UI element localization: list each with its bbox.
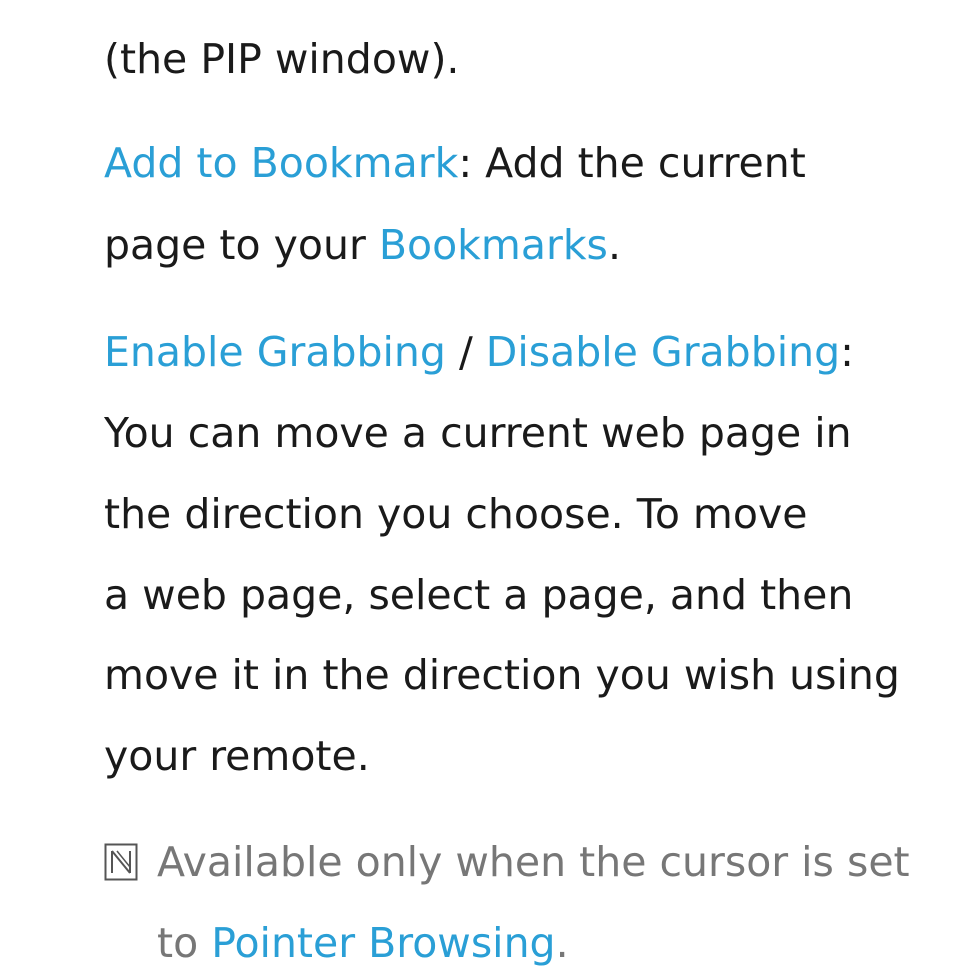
grabbing-colon: : — [840, 328, 854, 376]
note-line-1 — [157, 837, 910, 887]
grabbing-desc-text-3: a web page, select a page, and then — [104, 571, 854, 619]
bookmark-end: . — [607, 221, 621, 269]
grabbing-desc-text-5: your remote. — [104, 732, 370, 780]
grabbing-desc-line-4 — [104, 650, 900, 700]
disable-grabbing-term[interactable]: Disable Grabbing — [485, 328, 841, 376]
bookmark-line-2 — [104, 220, 621, 270]
grabbing-heading-line — [104, 327, 854, 377]
grabbing-desc-line-2 — [104, 489, 807, 539]
note-text-2-prefix: to — [157, 919, 212, 967]
add-to-bookmark-term[interactable]: Add to Bookmark — [104, 139, 459, 187]
note-icon — [104, 843, 138, 881]
grabbing-desc-text-2: the direction you choose. To move — [104, 490, 808, 538]
bookmarks-link[interactable]: Bookmarks — [378, 221, 608, 269]
grabbing-desc-line-5 — [104, 731, 370, 781]
grabbing-desc-line-1 — [104, 408, 852, 458]
note-text-1: Available only when the cursor is set — [157, 838, 910, 886]
bookmark-text-b: page to your — [104, 221, 379, 269]
note-line-2 — [157, 918, 569, 968]
intro-continuation-line — [104, 34, 459, 84]
grabbing-separator: / — [445, 328, 486, 376]
bookmark-text-a: Add the current — [472, 139, 806, 187]
grabbing-desc-text-4: move it in the direction you wish using — [104, 651, 900, 699]
bookmark-colon: : — [458, 139, 473, 187]
note-end: . — [555, 919, 569, 967]
grabbing-desc-text-1: You can move a current web page in — [104, 409, 852, 457]
grabbing-desc-line-3 — [104, 570, 853, 620]
enable-grabbing-term[interactable]: Enable Grabbing — [104, 328, 446, 376]
intro-continuation-text: (the PIP window). — [104, 35, 460, 83]
bookmark-line-1 — [104, 138, 806, 188]
pointer-browsing-link[interactable]: Pointer Browsing — [211, 919, 556, 967]
